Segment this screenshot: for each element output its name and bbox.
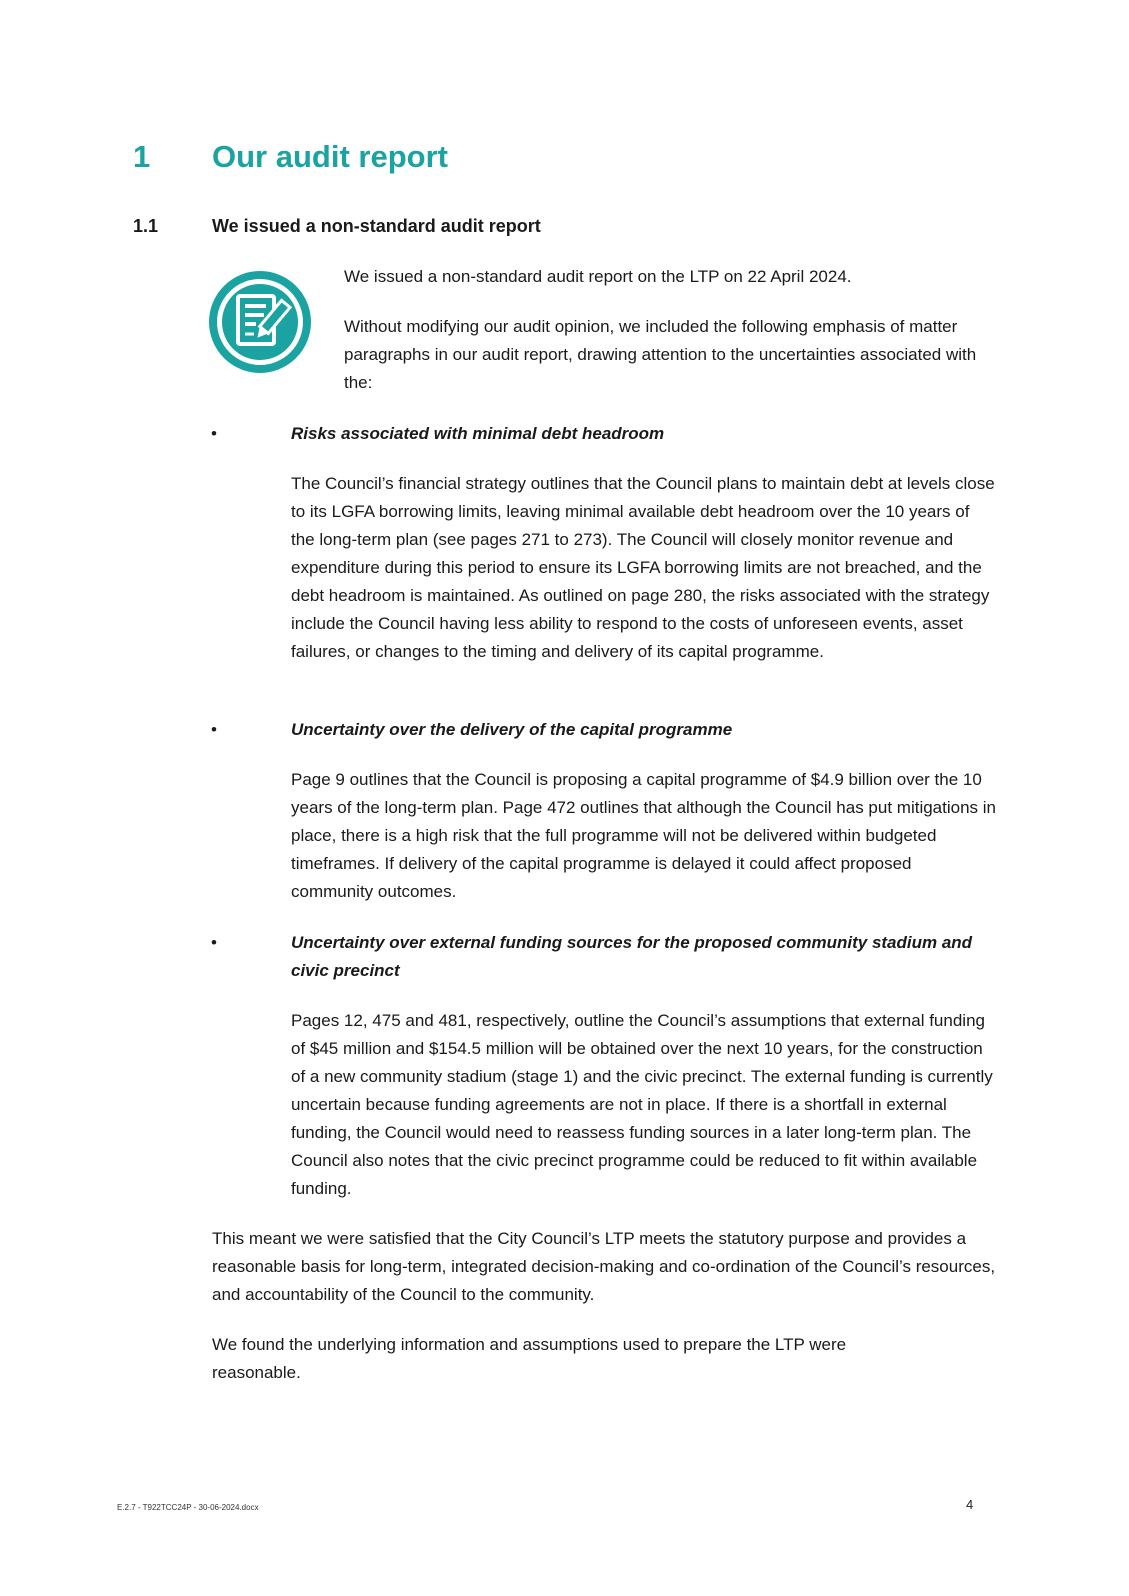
footer-filename: E.2.7 - T922TCC24P - 30-06-2024.docx xyxy=(117,1503,259,1512)
bullet-marker: • xyxy=(211,933,217,952)
heading-1-number: 1 xyxy=(133,139,151,174)
heading-2-title: We issued a non-standard audit report xyxy=(212,216,541,236)
heading-1-title: Our audit report xyxy=(212,139,448,174)
document-pen-icon xyxy=(208,270,312,374)
bullet-body-capital-programme: Page 9 outlines that the Council is proposing a capital programme of $4.9 billion over the 10 years of the long-term plan. Page 472 outlines that although the Council has put mitigations in place, there is a high risk that the full programme will not be delivered within budgeted timeframes. If delivery of the capital programme is delayed it could affect proposed community outcomes. xyxy=(291,770,996,901)
bullet-title-capital-programme: Uncertainty over the delivery of the capital programme xyxy=(291,720,733,739)
page-number: 4 xyxy=(966,1497,974,1512)
bullet-body-debt-headroom: The Council’s financial strategy outlines that the Council plans to maintain debt at levels close to its LGFA borrowing limits, leaving minimal available debt headroom over the 10 years of the long-term plan (see pages 271 to 273). The Council will closely monitor revenue and expenditure during this period to ensure its LGFA borrowing limits are not breached, and the debt headroom is maintained. As outlined on page 280, the risks associated with the strategy include the Council having less ability to respond to the costs of unforeseen events, asset failures, or changes to the timing and delivery of its capital programme. xyxy=(291,474,995,661)
heading-2-number: 1.1 xyxy=(133,216,159,236)
bullet-title-debt-headroom: Risks associated with minimal debt headroom xyxy=(291,424,665,443)
bullet-title-external-funding: Uncertainty over external funding sources for the proposed community stadium and civic precinct xyxy=(291,933,973,980)
bullet-marker: • xyxy=(211,424,217,443)
intro-paragraph-2: Without modifying our audit opinion, we included the following emphasis of matter paragraphs in our audit report, drawing attention to the uncertainties associated with the: xyxy=(344,317,977,392)
conclusion-paragraph-1: This meant we were satisfied that the City Council’s LTP meets the statutory purpose and provides a reasonable basis for long-term, integrated decision-making and co-ordination of the Council’s resources, and accountability of the Council to the community. xyxy=(212,1229,996,1304)
conclusion-paragraph-2: We found the underlying information and assumptions used to prepare the LTP were reasonable. xyxy=(212,1335,847,1382)
bullet-body-external-funding: Pages 12, 475 and 481, respectively, outline the Council’s assumptions that external funding of $45 million and $154.5 million will be obtained over the next 10 years, for the construction of a new community stadium (stage 1) and the civic precinct. The external funding is currently uncertain because funding agreements are not in place. If there is a shortfall in external funding, the Council would need to reassess funding sources in a later long-term plan. The Council also notes that the civic precinct programme could be reduced to fit within available funding. xyxy=(291,1011,993,1198)
bullet-marker: • xyxy=(211,720,217,739)
intro-paragraph-1: We issued a non-standard audit report on the LTP on 22 April 2024. xyxy=(344,267,852,286)
